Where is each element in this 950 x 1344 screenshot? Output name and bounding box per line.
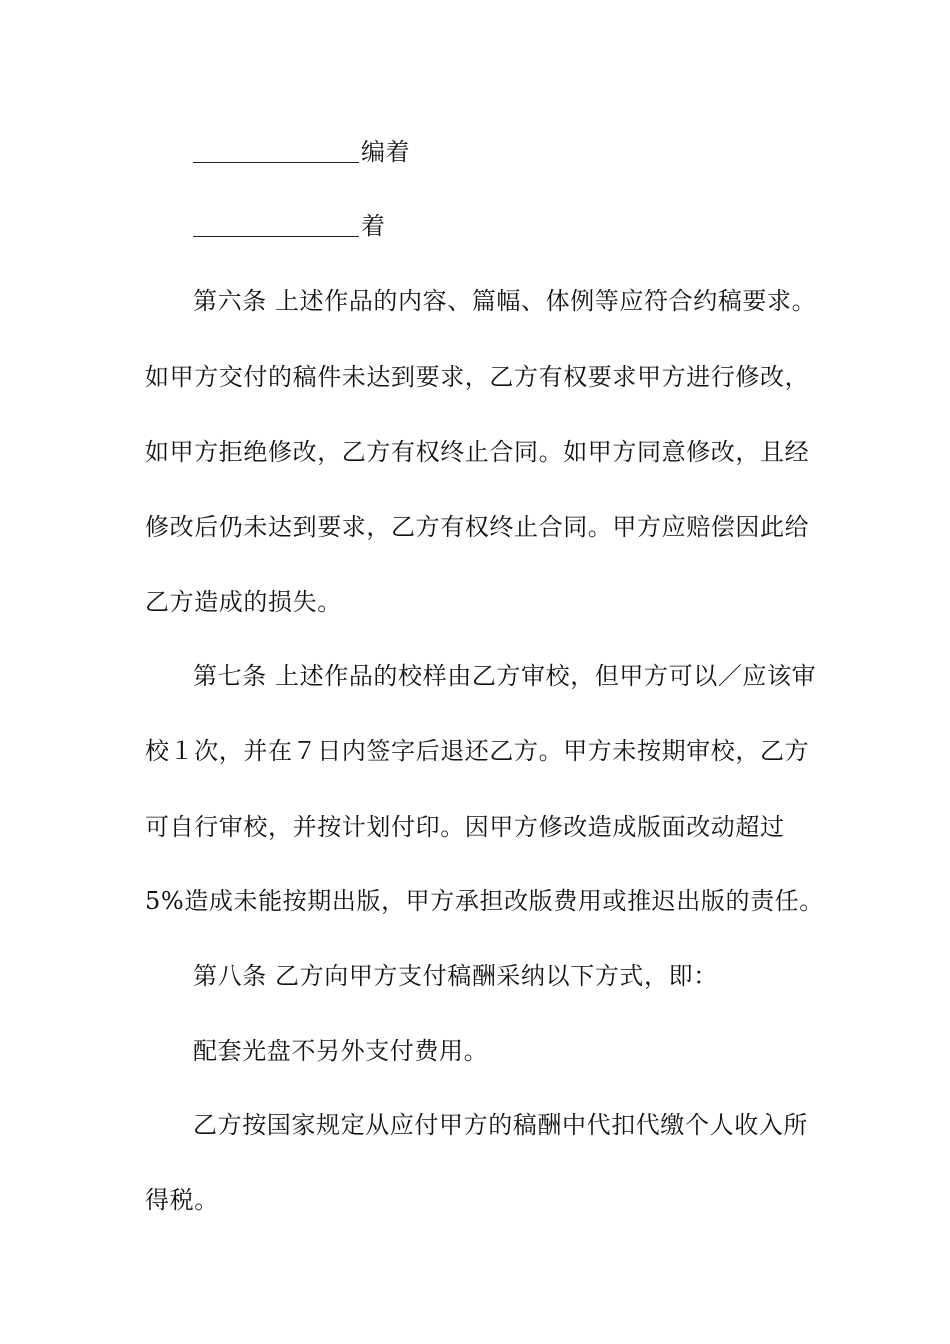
- article-8-heading-line: 第八条 乙方向甲方支付稿酬采纳以下方式，即：: [193, 962, 718, 990]
- article-6-line: 如甲方拒绝修改，乙方有权终止合同。如甲方同意修改，且经: [145, 438, 810, 466]
- article-7-line: 校１次，并在７日内签字后退还乙方。甲方未按期审校，乙方: [145, 737, 810, 765]
- article-7-heading-line: 第七条 上述作品的校样由乙方审校，但甲方可以／应该审: [193, 662, 817, 690]
- author-suffix: 着: [361, 212, 386, 240]
- article-8-line: 乙方按国家规定从应付甲方的稿酬中代扣代缴个人收入所: [193, 1111, 808, 1139]
- fill-in-blank: [193, 214, 359, 237]
- article-6-heading-line: 第六条 上述作品的内容、篇幅、体例等应符合约稿要求。: [193, 287, 817, 315]
- article-8-line: 得税。: [145, 1186, 219, 1214]
- fill-in-blank: [193, 140, 359, 163]
- editor-blank-line: [193, 136, 813, 168]
- article-6-line: 修改后仍未达到要求，乙方有权终止合同。甲方应赔偿因此给: [145, 513, 810, 541]
- article-7-line: 可自行审校，并按计划付印。因甲方修改造成版面改动超过: [145, 813, 785, 841]
- author-blank-line: [193, 210, 813, 242]
- article-7-line: 5%造成未能按期出版，甲方承担改版费用或推迟出版的责任。: [145, 887, 824, 915]
- article-8-line: 配套光盘不另外支付费用。: [193, 1037, 489, 1065]
- article-6-line: 如甲方交付的稿件未达到要求，乙方有权要求甲方进行修改，: [145, 363, 810, 391]
- article-6-line: 乙方造成的损失。: [145, 588, 342, 616]
- editor-suffix: 编着: [361, 138, 411, 166]
